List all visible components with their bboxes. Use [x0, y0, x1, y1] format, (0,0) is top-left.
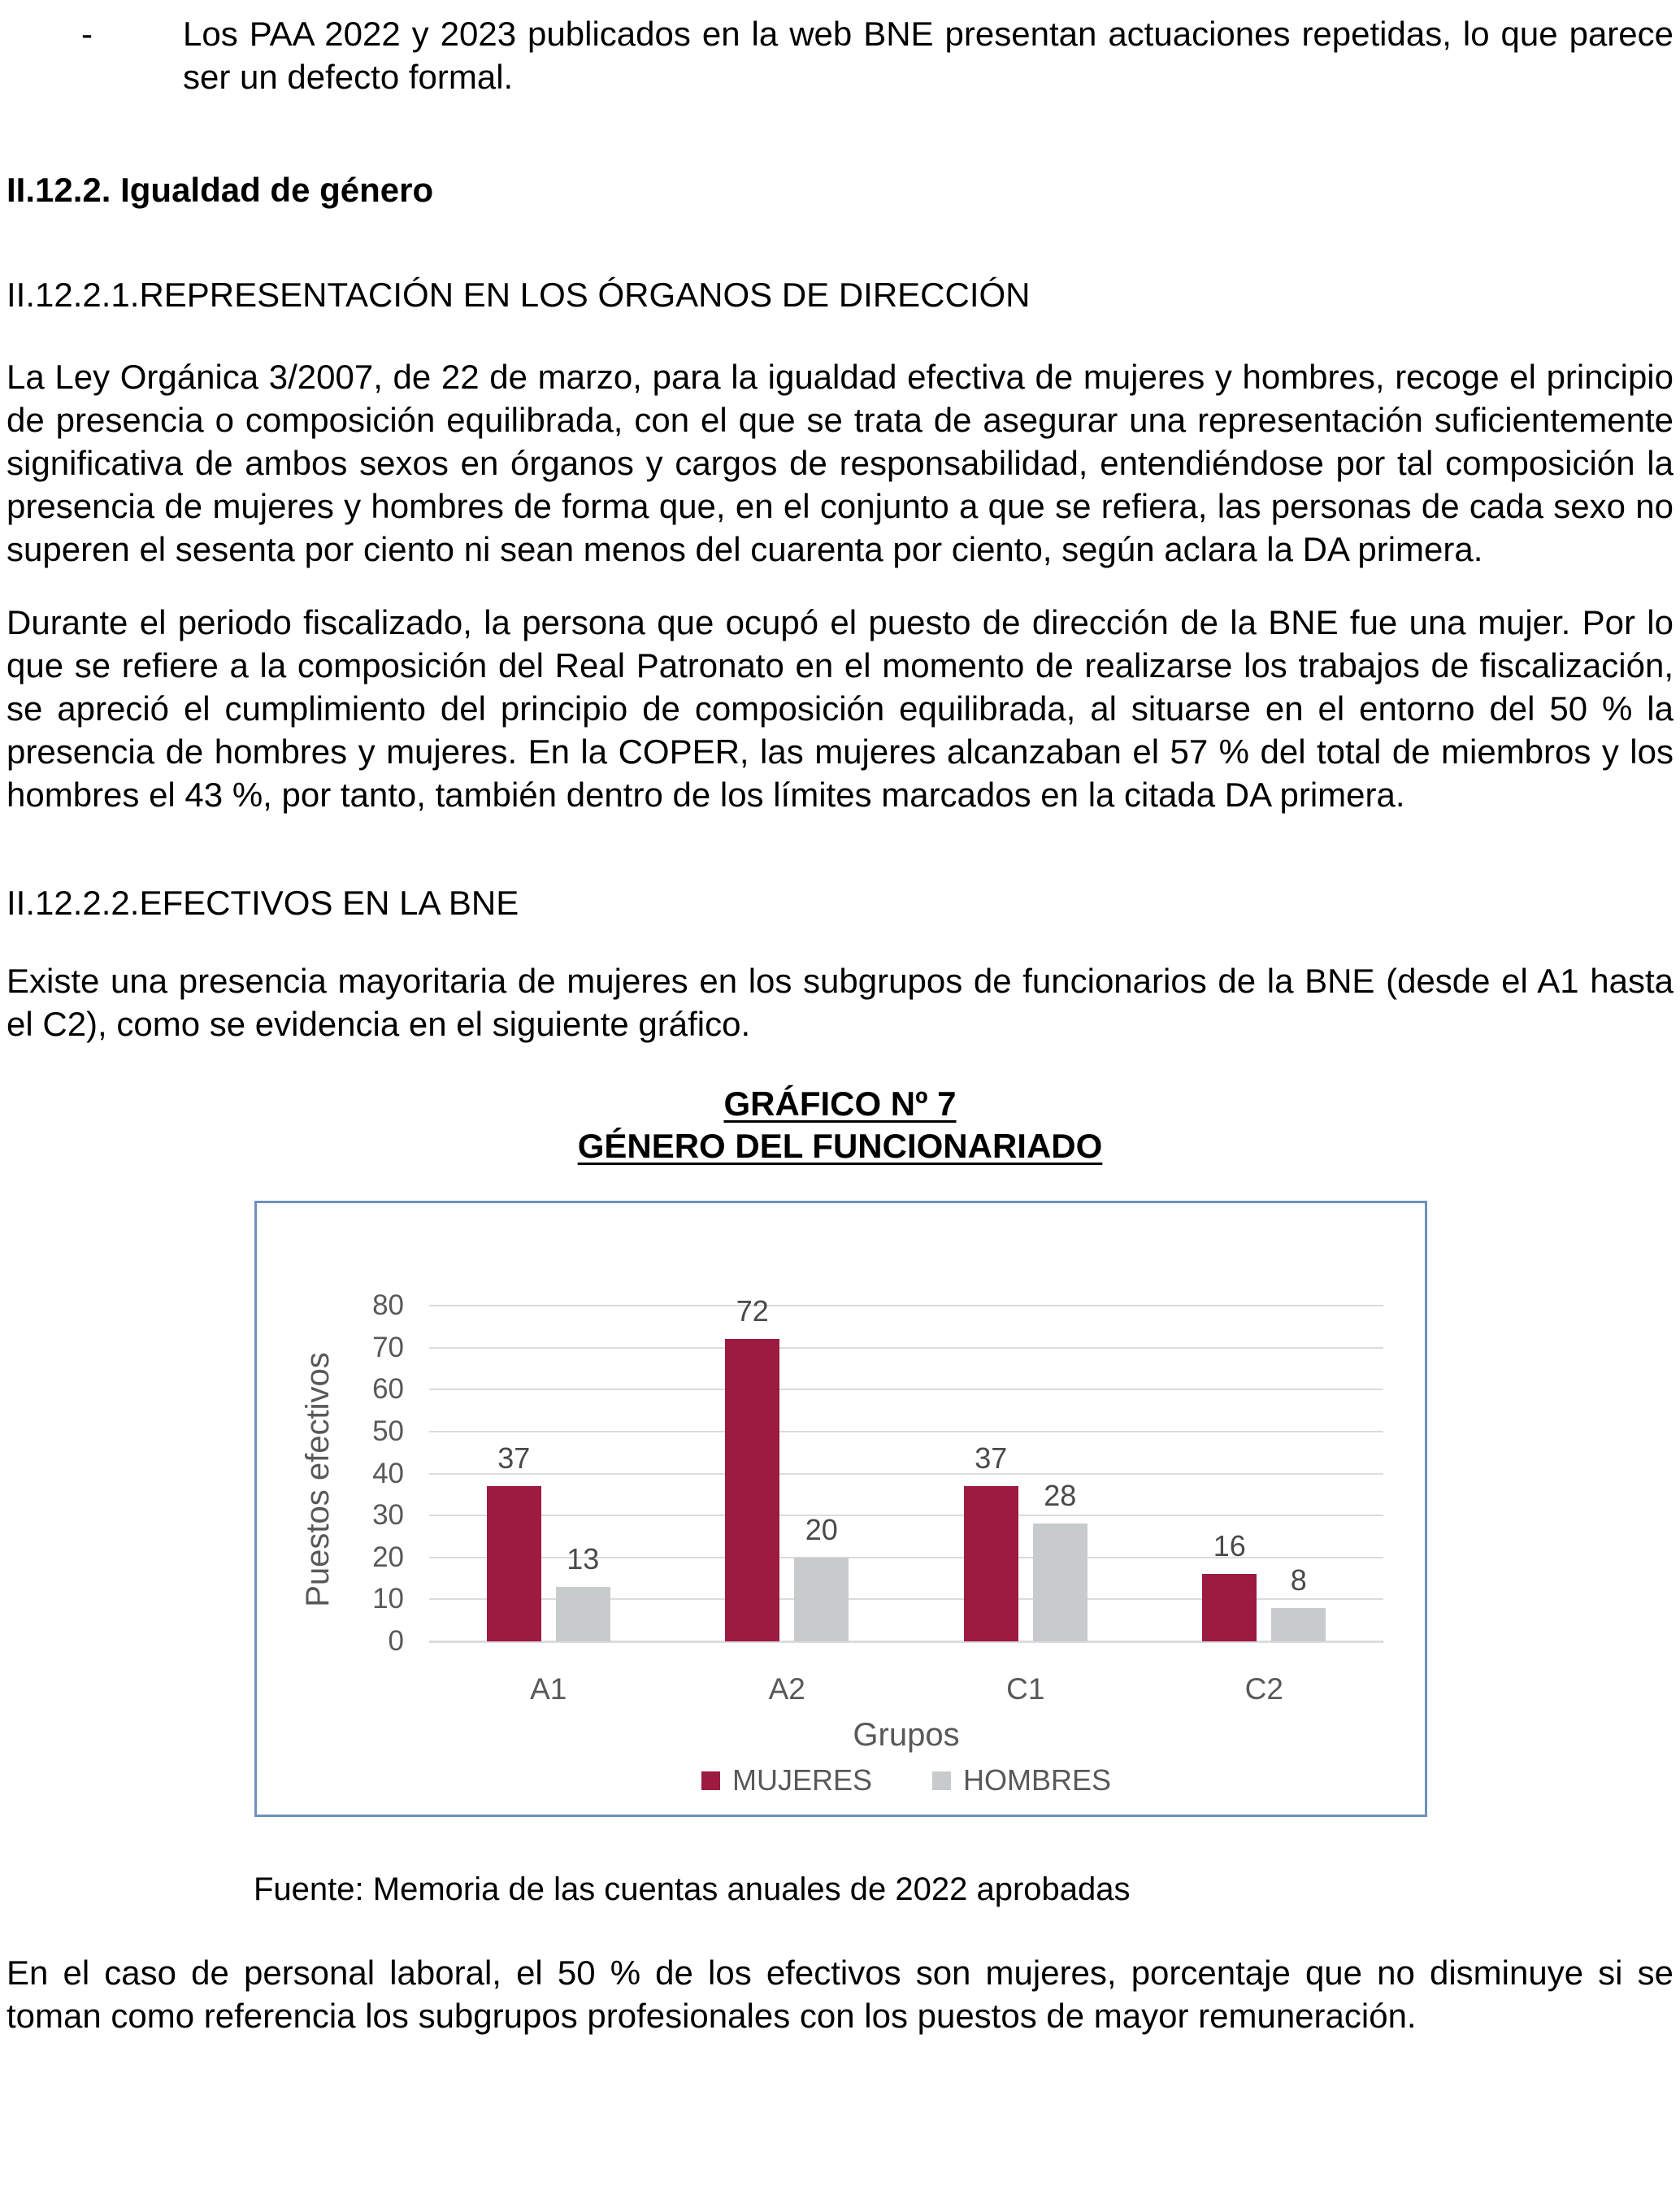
paragraph-ley-organica: La Ley Orgánica 3/2007, de 22 de marzo, para la igualdad efectiva de mujeres y hombres, recoge el principio de presencia o composición equilibrada, con el que se trata de asegurar una representación suficientemente significativa de ambos sexos en órganos y cargos de responsabilidad, entendiéndose por tal composición la presencia de mujeres y hombres de forma que, en el conjunto a que se refiera, las personas de cada sexo no superen el sesenta por ciento ni sean menos del cuarenta por ciento, según aclara la DA primera.	[7, 358, 1673, 568]
y-tick-label-0: 0	[388, 1625, 404, 1657]
chart-frame	[254, 1201, 1427, 1817]
bar-hombres-a1	[556, 1587, 610, 1641]
source-note: Fuente: Memoria de las cuentas anuales de 2022 aprobadas	[254, 1871, 1131, 1907]
bullet-item	[7, 12, 1673, 98]
bar-value-hombres-a2: 20	[805, 1512, 838, 1546]
paragraph-personal-laboral: En el caso de personal laboral, el 50 % de los efectivos son mujeres, porcentaje que no disminuye si se toman como referencia los subgrupos profesionales con los puestos de mayor remuneración.	[7, 1954, 1673, 2035]
section-heading-igualdad: II.12.2. Igualdad de género	[7, 171, 434, 209]
bullet-text: Los PAA 2022 y 2023 publicados en la web BNE presentan actuaciones repetidas, lo que parece ser un defecto formal.	[183, 15, 1673, 96]
gridline-40	[429, 1473, 1383, 1475]
gridline-70	[429, 1347, 1383, 1349]
x-tick-label-a1: A1	[530, 1672, 567, 1706]
y-tick-label-50: 50	[372, 1415, 404, 1447]
legend-item-mujeres	[701, 1764, 872, 1797]
paragraph-presencia-mayoritaria: Existe una presencia mayoritaria de mujeres en los subgrupos de funcionarios de la BNE (desde el A1 hasta el C2), como se evidencia en el siguiente gráfico.	[7, 962, 1673, 1043]
gridline-80	[429, 1305, 1383, 1306]
bar-value-mujeres-a1: 37	[497, 1441, 531, 1475]
legend	[429, 1764, 1383, 1797]
bar-value-mujeres-c2: 16	[1213, 1529, 1246, 1563]
x-tick-label-c2: C2	[1244, 1672, 1283, 1706]
gridline-50	[429, 1431, 1383, 1432]
y-tick-label-10: 10	[372, 1583, 404, 1615]
bar-hombres-a2	[794, 1558, 849, 1641]
chart-title-line1: GRÁFICO Nº 7	[723, 1084, 957, 1123]
y-tick-label-80: 80	[372, 1289, 404, 1321]
bar-value-hombres-c2: 8	[1290, 1563, 1307, 1597]
y-tick-label-30: 30	[372, 1499, 404, 1532]
bar-mujeres-c1	[964, 1486, 1018, 1641]
x-tick-label-a2: A2	[768, 1672, 805, 1706]
bar-mujeres-a2	[725, 1339, 779, 1641]
legend-swatch-mujeres	[701, 1771, 720, 1790]
paragraph-periodo-fiscalizado: Durante el periodo fiscalizado, la persona que ocupó el puesto de dirección de la BNE fue una mujer. Por lo que se refiere a la composición del Real Patronato en el momento de realizarse los trabajos de fiscalización, se apreció el cumplimiento del principio de composición equilibrada, al situarse en el entorno del 50 % la presencia de hombres y mujeres. En la COPER, las mujeres alcanzaban el 57 % del total de miembros y los hombres el 43 %, por tanto, también dentro de los límites marcados en la citada DA primera.	[7, 603, 1673, 814]
y-tick-label-70: 70	[372, 1331, 404, 1363]
y-tick-label-40: 40	[372, 1457, 404, 1489]
bar-value-mujeres-a2: 72	[736, 1294, 769, 1328]
bar-value-hombres-a1: 13	[567, 1541, 600, 1576]
chart-title-line2: GÉNERO DEL FUNCIONARIADO	[577, 1127, 1103, 1165]
x-tick-label-c1: C1	[1006, 1672, 1045, 1706]
bar-mujeres-c2	[1202, 1574, 1257, 1641]
bar-mujeres-a1	[487, 1486, 541, 1641]
legend-label-mujeres: MUJERES	[731, 1763, 872, 1797]
chart-title	[7, 1083, 1673, 1167]
bar-value-mujeres-c1: 37	[975, 1441, 1008, 1475]
bar-value-hombres-c1: 28	[1044, 1479, 1077, 1513]
gridline-60	[429, 1389, 1383, 1390]
y-tick-label-60: 60	[372, 1373, 404, 1406]
subsection-heading-efectivos: II.12.2.2.EFECTIVOS EN LA BNE	[7, 884, 519, 922]
y-axis-title: Puestos efectivos	[300, 1352, 336, 1607]
subsection-heading-representacion: II.12.2.1.REPRESENTACIÓN EN LOS ÓRGANOS DE DIRECCIÓN	[7, 276, 1031, 314]
legend-swatch-hombres	[932, 1771, 951, 1790]
x-axis-title: Grupos	[853, 1717, 960, 1753]
y-tick-label-20: 20	[372, 1541, 404, 1573]
gridline-30	[429, 1515, 1383, 1516]
legend-label-hombres: HOMBRES	[963, 1763, 1112, 1797]
bar-hombres-c2	[1271, 1608, 1326, 1641]
bullet-dash: -	[81, 15, 93, 53]
legend-item-hombres	[932, 1764, 1111, 1797]
bar-hombres-c1	[1033, 1523, 1087, 1641]
